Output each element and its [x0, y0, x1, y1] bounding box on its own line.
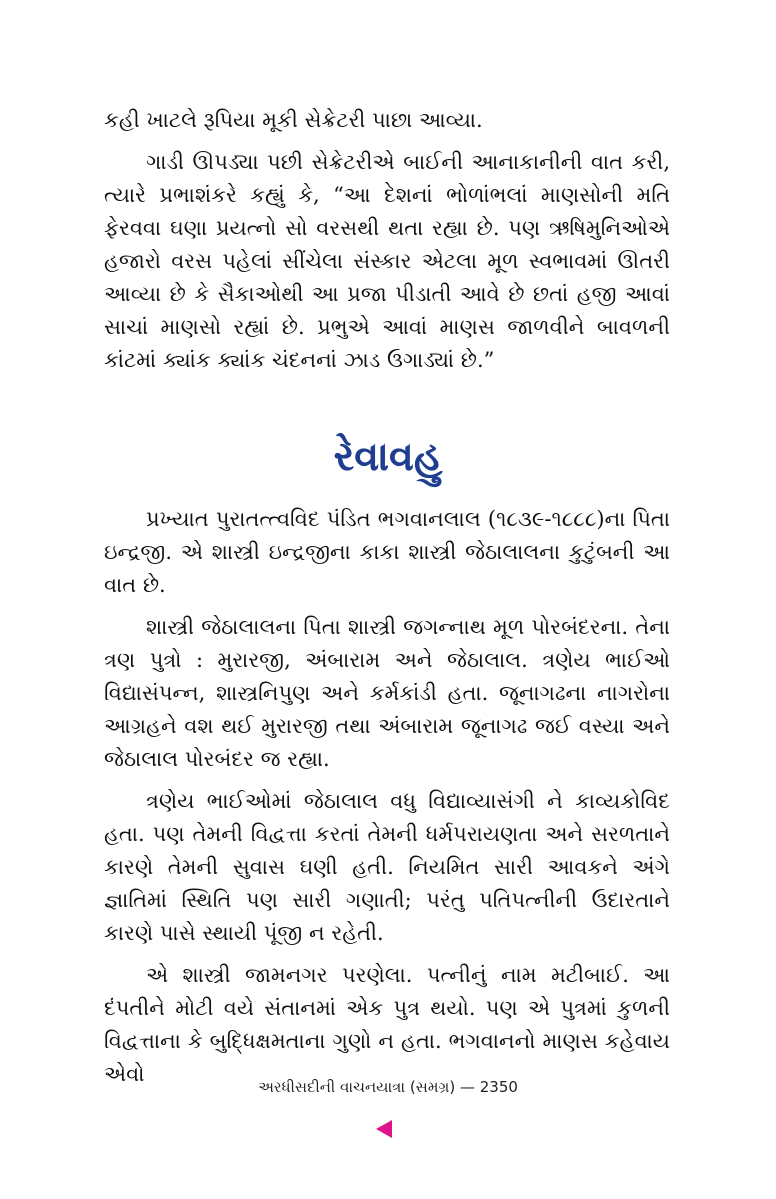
paragraph: એ શાસ્ત્રી જામનગર પરણેલા. પત્નીનું નામ મટીબાઈ. આ દંપતીને મોટી વયે સંતાનમાં એક પુત્ર થયો. પણ એ પુત્રમાં કુળની વિદ્વત્તાના કે બુદ્ધિક્ષમતાના ગુણો ન હતા. ભગવાનનો માણસ કહેવાય એવો: [104, 963, 670, 1086]
paragraph: શાસ્ત્રી જેઠાલાલના પિતા શાસ્ત્રી જગન્નાથ મૂળ પોરબંદરના. તેના ત્રણ પુત્રો : મુરારજી, અંબારામ અને જેઠાલાલ. ત્રણેય ભાઈઓ વિદ્યાસંપન્ન, શાસ્ત્રનિપુણ અને કર્મકાંડી હતા. જૂનાગઢના નાગરોના આગ્રહને વશ થઈ મુરારજી તથા અંબારામ જૂનાગઢ જઈ વસ્યા અને જેઠાલાલ પોરબંદર જ રહ્યા.: [104, 615, 670, 771]
paragraph: કહી ખાટલે રૂપિયા મૂકી સેક્રેટરી પાછા આવ્યા.: [104, 108, 483, 132]
page-footer: અરધીસદીની વાચનયાત્રા (સમગ્ર) — 2350: [258, 1078, 518, 1096]
prev-page-arrow-icon[interactable]: [376, 1120, 392, 1138]
paragraph: પ્રખ્યાત પુરાતત્ત્વવિદ પંડિત ભગવાનલાલ (૧૮૩૯-૧૮૮૮)ના પિતા ઇન્દ્રજી. એ શાસ્ત્રી ઇન્દ્રજીના કાકા શાસ્ત્રી જેઠાલાલના કુટુંબની આ વાત છે.: [104, 507, 670, 597]
paragraph: ગાડી ઊપડ્યા પછી સેક્રેટરીએ બાઈની આનાકાનીની વાત કરી, ત્યારે પ્રભાશંકરે કહ્યું કે, “આ દેશનાં ભોળાંભલાં માણસોની મતિ ફેરવવા ઘણા પ્રયત્નો સો વરસથી થતા રહ્યા છે. પણ ઋષિમુનિઓએ હજારો વરસ પહેલાં સીંચેલા સંસ્કાર એટલા મૂળ સ્વભાવમાં ઊતરી આવ્યા છે કે સૈકાઓથી આ પ્રજા પીડાતી આવે છે છતાં હજી આવાં સાચાં માણસો રહ્યાં છે. પ્રભુએ આવાં માણસ જાળવીને બાવળની કાંટમાં ક્યાંક ક્યાંક ચંદનનાં ઝાડ ઉગાડ્યાં છે.”: [104, 150, 670, 372]
paragraph: ત્રણેય ભાઈઓમાં જેઠાલાલ વધુ વિદ્યાવ્યાસંગી ને કાવ્યકોવિદ હતા. પણ તેમની વિદ્વત્તા કરતાં તેમની ધર્મપરાયણતા અને સરળતાને કારણે તેમની સુવાસ ઘણી હતી. નિયમિત સારી આવકને અંગે જ્ઞાતિમાં સ્થિતિ પણ સારી ગણાતી; પરંતુ પતિપત્નીની ઉદારતાને કારણે પાસે સ્થાયી પૂંજી ન રહેતી.: [104, 789, 670, 945]
continued-text-section: [104, 104, 670, 386]
section-title: રેવાવહુ: [333, 434, 443, 480]
story-text-section: [104, 503, 670, 1100]
